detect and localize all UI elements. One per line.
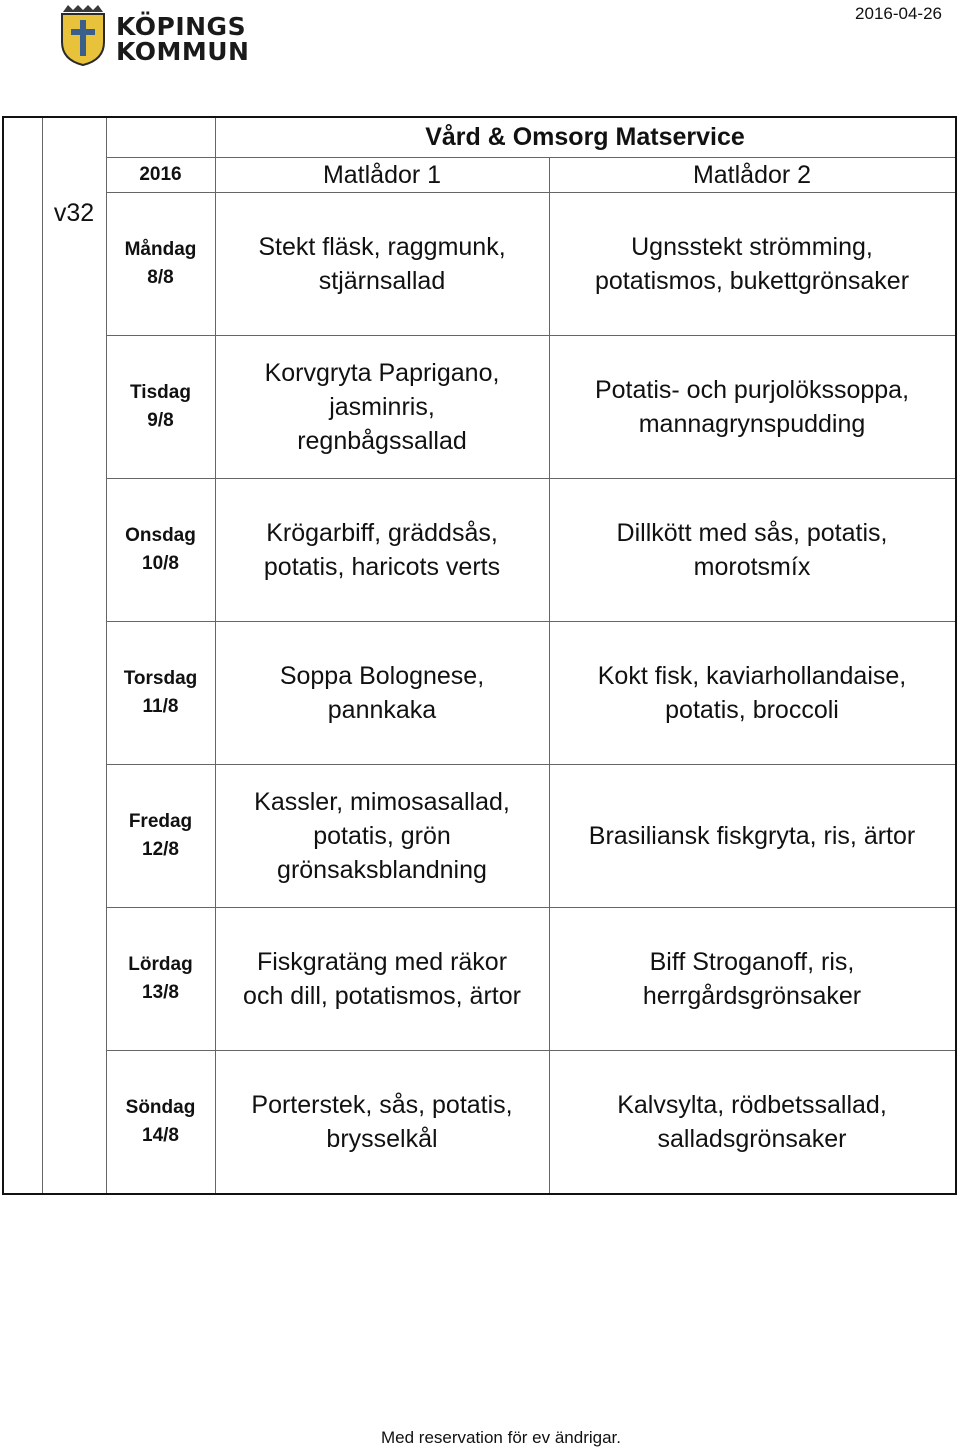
meal-matlador-1: Krögarbiff, gräddsås, potatis, haricots verts bbox=[263, 519, 501, 581]
column-header-matlador-1: Matlådor 1 bbox=[322, 160, 442, 189]
day-date: 12/8 bbox=[142, 839, 179, 860]
footer-note: Med reservation för ev ändrigar. bbox=[380, 1428, 621, 1447]
day-label bbox=[106, 622, 215, 764]
day-name: Fredag bbox=[128, 811, 193, 832]
meal-matlador-1: Korvgryta Paprigano, jasminris, regnbågssallad bbox=[264, 359, 500, 455]
kommun-logo bbox=[60, 2, 260, 70]
day-label bbox=[106, 1051, 215, 1193]
meal-matlador-1: Fiskgratäng med räkor och dill, potatismos, ärtor bbox=[243, 948, 521, 1010]
day-name: Tisdag bbox=[130, 382, 191, 403]
grid-line bbox=[42, 118, 43, 1193]
day-date: 14/8 bbox=[142, 1125, 179, 1146]
day-label bbox=[106, 479, 215, 621]
meal-matlador-1: Porterstek, sås, potatis, brysselkål bbox=[251, 1091, 513, 1153]
meal-matlador-1: Stekt fläsk, raggmunk, stjärnsallad bbox=[258, 233, 506, 295]
meal-matlador-2: Ugnsstekt strömming, potatismos, bukettgrönsaker bbox=[594, 233, 910, 295]
day-label bbox=[106, 336, 215, 478]
day-date: 9/8 bbox=[147, 410, 174, 431]
meal-matlador-1: Soppa Bolognese, pannkaka bbox=[279, 662, 485, 724]
year-label: 2016 bbox=[139, 164, 182, 185]
menu-table bbox=[2, 116, 957, 1195]
day-name: Söndag bbox=[125, 1097, 196, 1118]
meal-matlador-2: Biff Stroganoff, ris, herrgårdsgrönsaker bbox=[642, 948, 862, 1010]
day-name: Måndag bbox=[124, 239, 197, 260]
day-label bbox=[106, 765, 215, 907]
logo-wordmark: KÖPINGS KOMMUN bbox=[116, 12, 250, 66]
meal-matlador-2: Kokt fisk, kaviarhollandaise, potatis, broccoli bbox=[597, 662, 907, 724]
meal-matlador-2: Dillkött med sås, potatis, morotsmíx bbox=[616, 519, 888, 581]
meal-matlador-2: Brasiliansk fiskgryta, ris, ärtor bbox=[588, 822, 916, 850]
day-label bbox=[106, 193, 215, 335]
meal-matlador-2: Potatis- och purjolökssoppa, mannagrynspudding bbox=[594, 376, 910, 438]
day-name: Torsdag bbox=[123, 668, 198, 689]
day-name: Lördag bbox=[128, 954, 193, 975]
day-date: 11/8 bbox=[142, 696, 179, 717]
coat-of-arms-icon bbox=[60, 4, 106, 66]
week-number: v32 bbox=[53, 198, 95, 227]
column-header-matlador-2: Matlådor 2 bbox=[692, 160, 812, 189]
day-date: 13/8 bbox=[142, 982, 179, 1003]
meal-matlador-2: Kalvsylta, rödbetssallad, salladsgrönsaker bbox=[617, 1091, 887, 1153]
day-name: Onsdag bbox=[125, 525, 196, 546]
meal-matlador-1: Kassler, mimosasallad, potatis, grön grönsaksblandning bbox=[254, 788, 510, 884]
table-title: Vård & Omsorg Matservice bbox=[425, 123, 745, 151]
day-date: 10/8 bbox=[142, 553, 179, 574]
day-date: 8/8 bbox=[147, 267, 174, 288]
day-label bbox=[106, 908, 215, 1050]
print-date: 2016-04-26 bbox=[855, 4, 942, 23]
